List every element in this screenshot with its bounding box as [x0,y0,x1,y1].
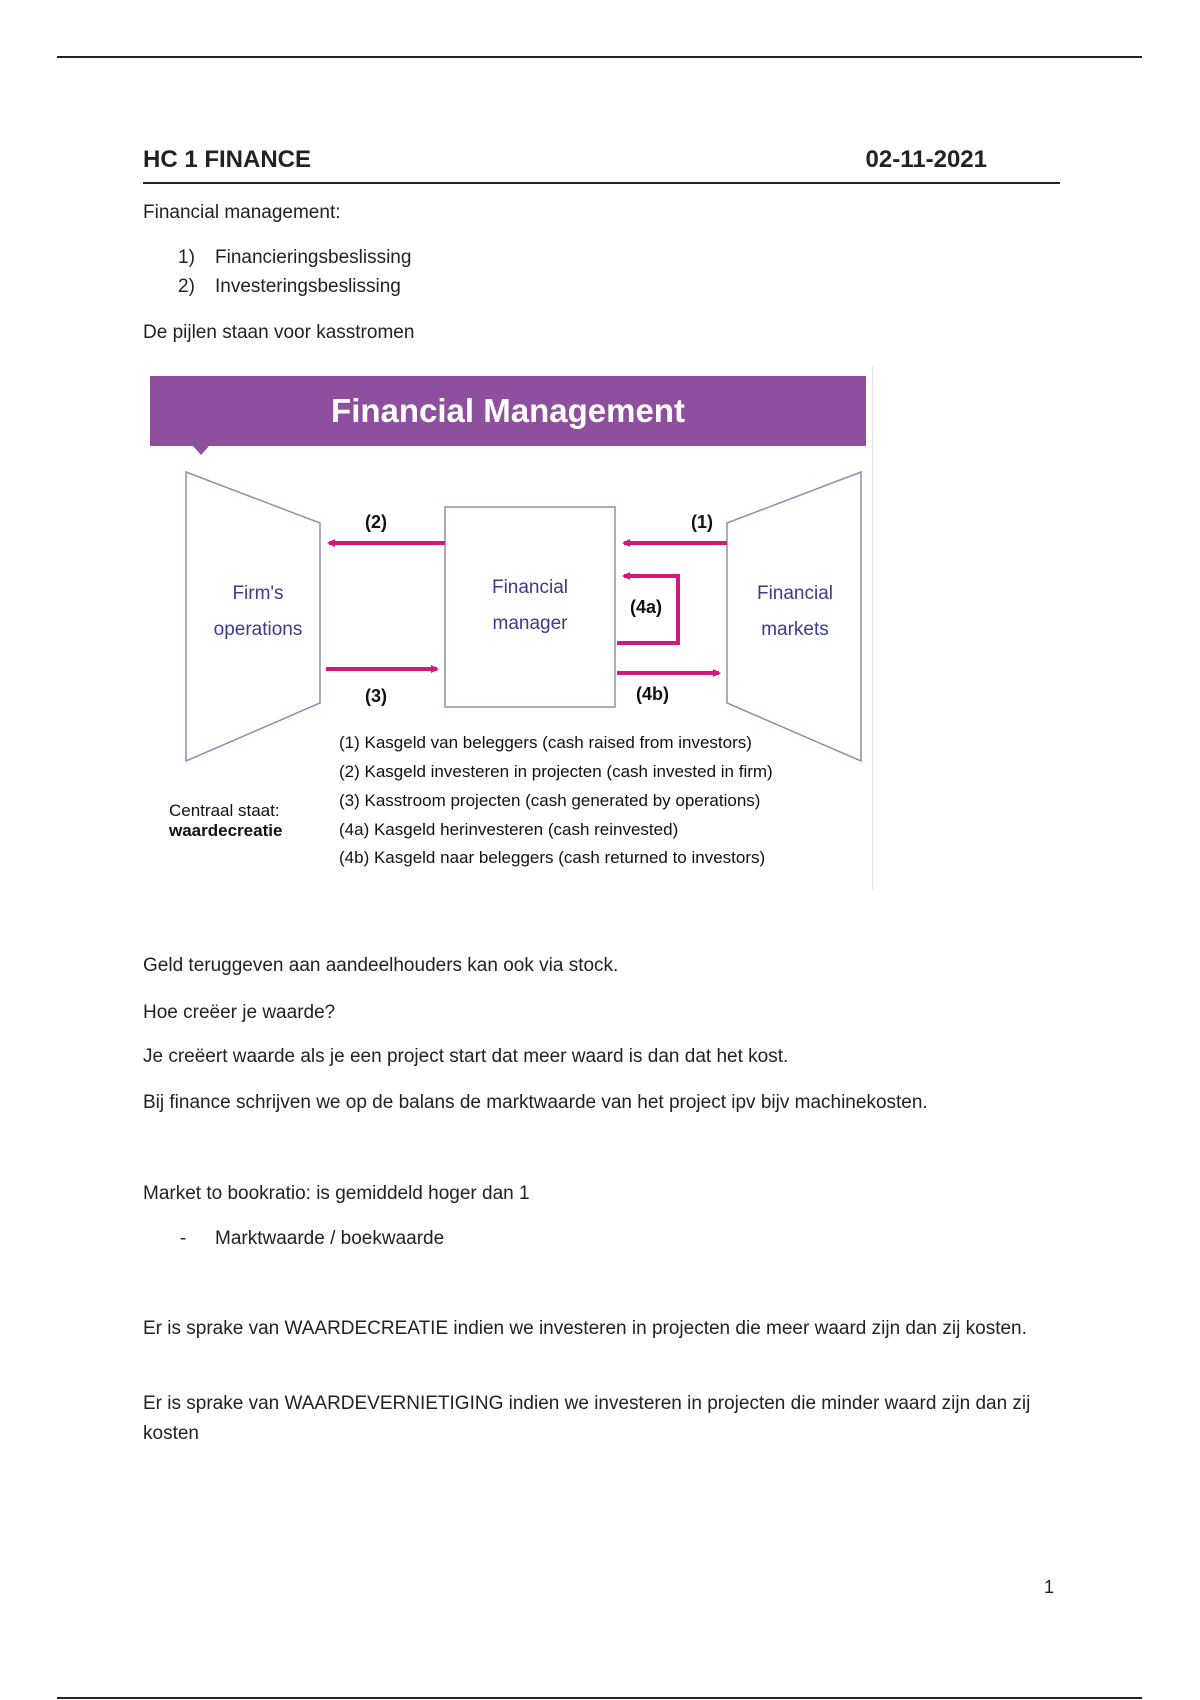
legend-item: (3) Kasstroom projecten (cash generated by operations) [339,791,761,810]
paragraph: Er is sprake van WAARDECREATIE indien we investeren in projecten die meer waard zijn dan zij kosten. [143,1318,1027,1339]
figure-title: Financial Management [331,392,685,429]
bottom-rule [57,1697,1142,1699]
financial-manager-line: manager [492,613,568,634]
list-item-number: 1) [178,247,195,268]
list-item: Financieringsbeslissing [215,247,412,268]
paragraph: Market to bookratio: is gemiddeld hoger dan 1 [143,1183,530,1204]
page-number: 1 [1044,1577,1055,1597]
bullet-mark: - [180,1228,187,1249]
central-label: Centraal staat: [169,801,280,820]
page-title: HC 1 FINANCE [143,146,312,173]
top-rule [57,56,1142,58]
legend-item: (4a) Kasgeld herinvesteren (cash reinvested) [339,820,679,839]
flow-label-4b: (4b) [636,684,669,704]
financial-markets-line: Financial [756,583,834,604]
paragraph: Bij finance schrijven we op de balans de marktwaarde van het project ipv bijv machinekosten. [143,1092,928,1113]
financial-markets-line: markets [761,619,829,640]
legend-item: (2) Kasgeld investeren in projecten (cash invested in firm) [339,762,773,781]
legend-item: (4b) Kasgeld naar beleggers (cash returned to investors) [339,848,766,867]
financial-manager-line: Financial [491,577,569,598]
flow-label-3: (3) [365,686,387,706]
paragraph: Geld teruggeven aan aandeelhouders kan ook via stock. [143,955,619,976]
central-note [169,801,282,841]
list-item: Marktwaarde / boekwaarde [215,1228,445,1249]
firm-operations-label [203,576,313,648]
page-header [143,142,1060,184]
page-date: 02-11-2021 [865,146,987,173]
central-value: waardecreatie [169,821,283,840]
legend-item: (1) Kasgeld van beleggers (cash raised from investors) [339,733,752,752]
list-item-number: 2) [178,276,195,297]
firm-operations-line: Firm's [232,583,284,604]
paragraph: Je creëert waarde als je een project start dat meer waard is dan dat het kost. [143,1046,789,1067]
financial-markets-label [739,576,851,648]
flow-label-2: (2) [365,512,387,532]
flow-label-4a: (4a) [630,597,663,617]
intro-text: Financial management: [143,202,341,223]
financial-manager-label [445,570,615,642]
paragraph: Er is sprake van WAARDEVERNIETIGING indien we investeren in projecten die minder waard zijn dan zij kosten [143,1393,1031,1444]
financial-management-figure [143,366,873,890]
list-item: Investeringsbeslissing [215,276,401,297]
firm-operations-line: operations [213,619,303,640]
arrows-note: De pijlen staan voor kasstromen [143,322,415,343]
paragraph: Hoe creëer je waarde? [143,1002,336,1023]
flow-label-1: (1) [691,512,713,532]
